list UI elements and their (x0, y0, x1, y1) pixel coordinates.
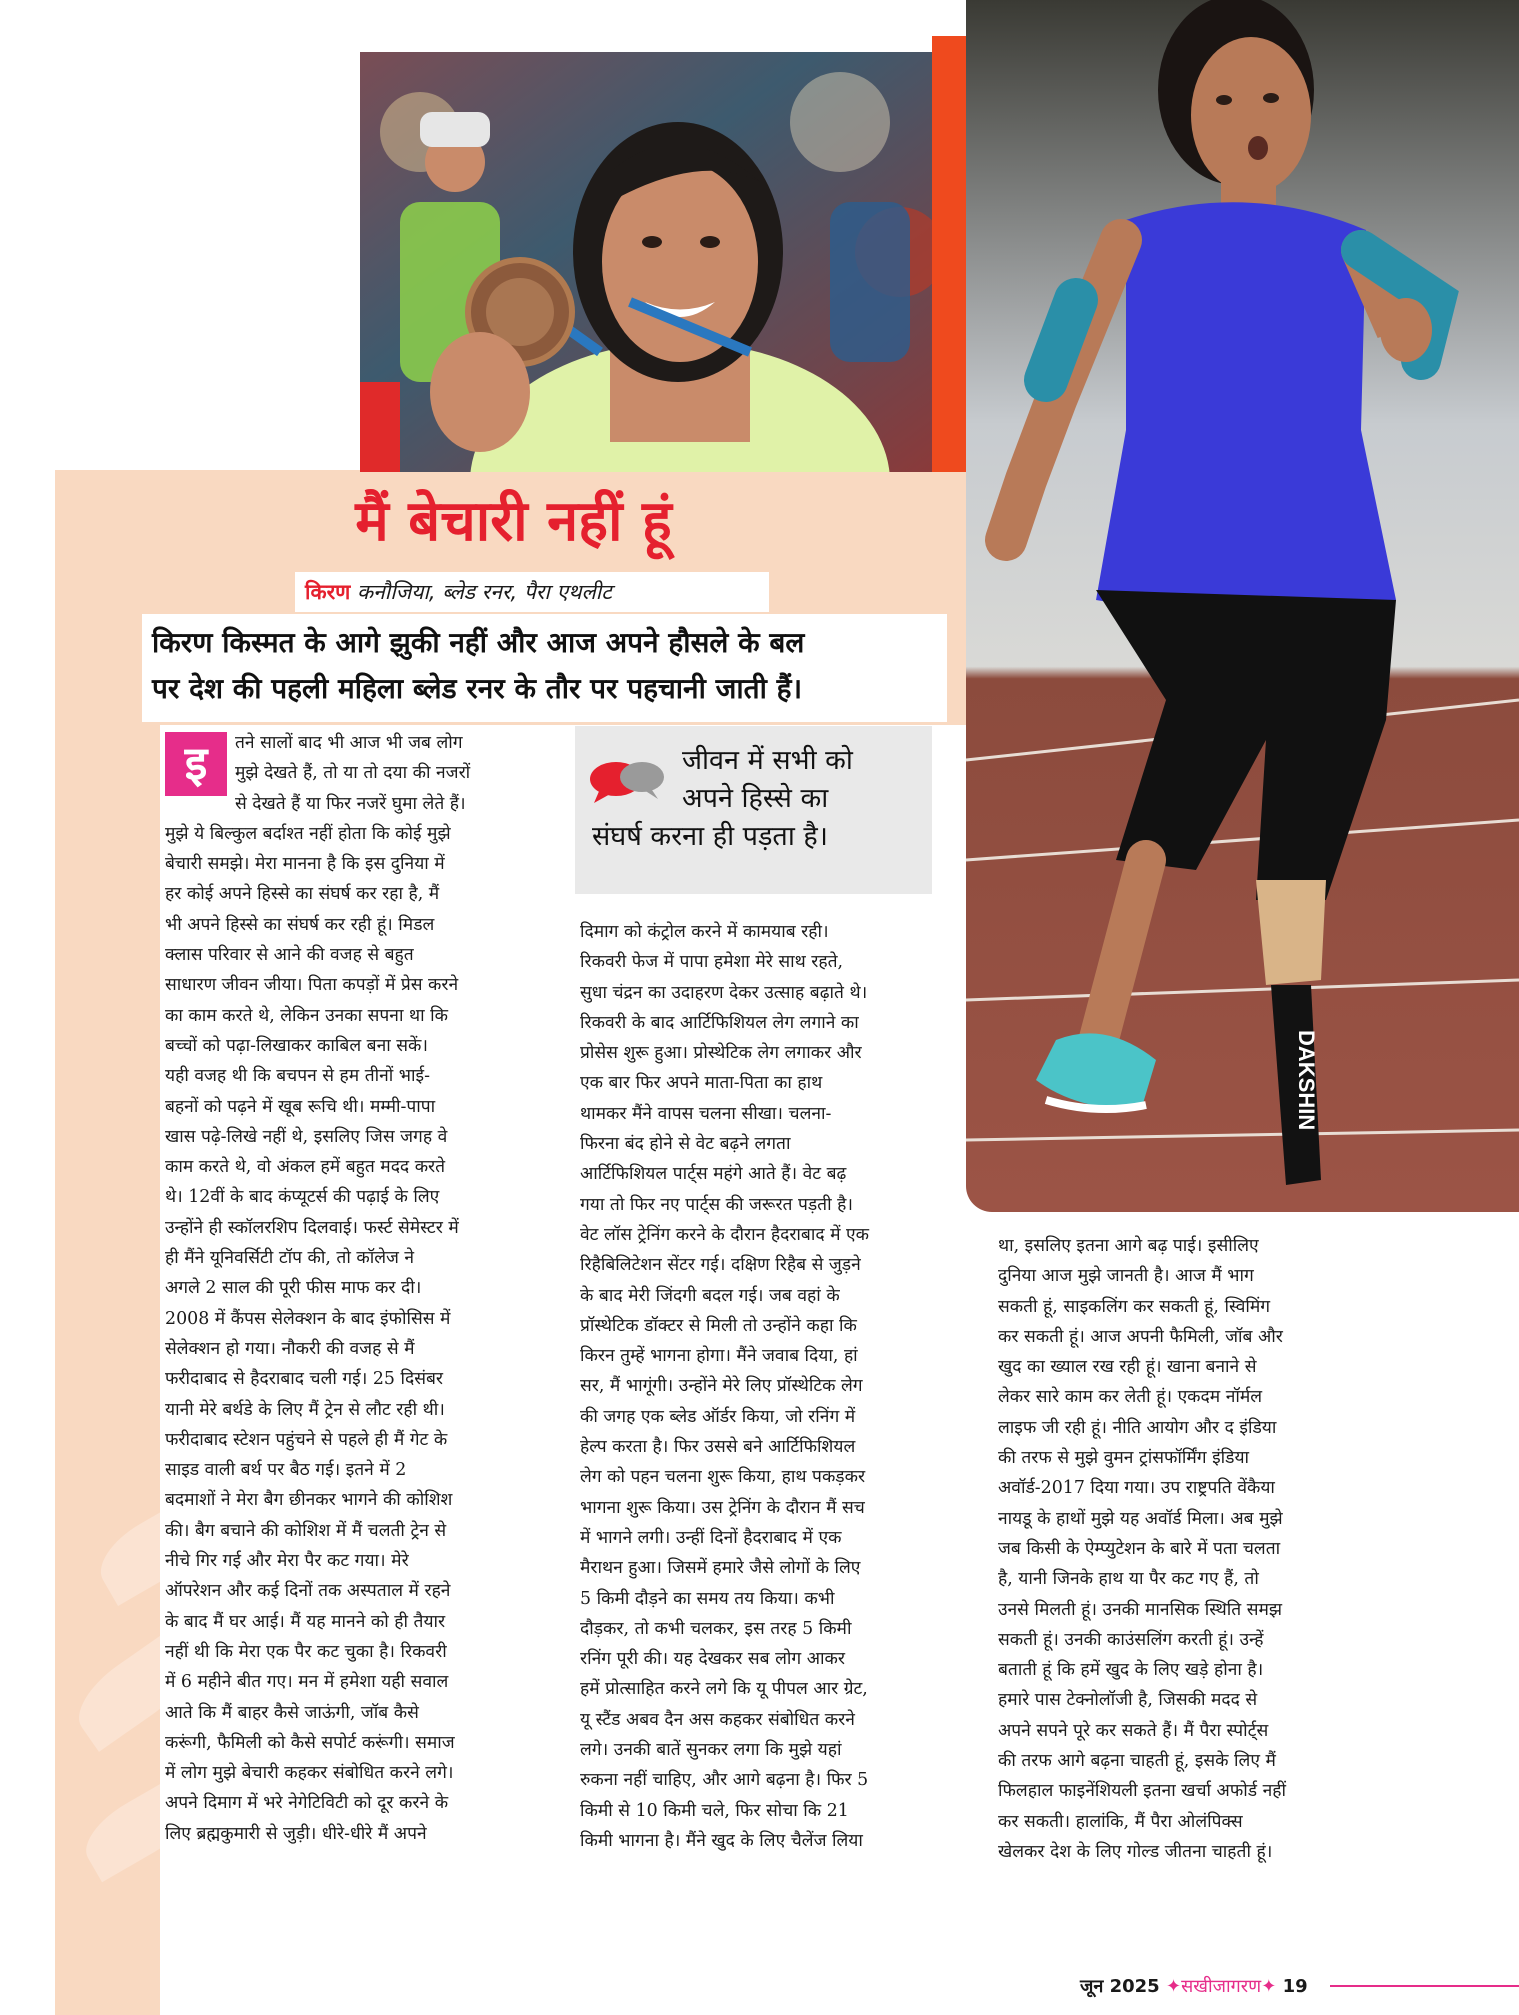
body-line: 2008 में कैंपस सेलेक्शन के बाद इंफोसिस में (165, 1308, 451, 1329)
body-line: आते कि मैं बाहर कैसे जाऊंगी, जॉब कैसे (165, 1702, 419, 1723)
body-line: लेग को पहन चलना शुरू किया, हाथ पकड़कर (580, 1467, 866, 1488)
body-line: सकती हूं, साइकलिंग कर सकती हूं, स्विमिंग (998, 1296, 1271, 1317)
body-line: वेट लॉस ट्रेनिंग करने के दौरान हैदराबाद में एक (580, 1224, 870, 1245)
article-title: मैं बेचारी नहीं हूं (355, 489, 672, 554)
body-line: का काम करते थे, लेकिन उनका सपना था कि (165, 1005, 448, 1026)
standfirst-line: किरण किस्मत के आगे झुकी नहीं और आज अपने हौसले के बल (152, 626, 805, 659)
body-line: के बाद मेरी जिंदगी बदल गई। जब वहां के (580, 1285, 840, 1306)
body-line: दौड़कर, तो कभी चलकर, इस तरह 5 किमी (580, 1618, 852, 1639)
pull-quote-line: अपने हिस्से का (682, 783, 829, 814)
body-line: बच्चों को पढ़ा-लिखाकर काबिल बना सकें। (165, 1035, 428, 1056)
blade-text: DAKSHIN (1294, 1030, 1319, 1131)
body-line: में लोग मुझे बेचारी कहकर संबोधित करने लगे। (165, 1763, 454, 1784)
body-line: की तरफ आगे बढ़ना चाहती हूं, इसके लिए मैं (998, 1751, 1276, 1772)
body-line: सुधा चंद्रन का उदाहरण देकर उत्साह बढ़ाते थे। (580, 982, 868, 1003)
body-line: लेकर सारे काम कर लेती हूं। एकदम नॉर्मल (998, 1387, 1263, 1408)
body-line: ऑपरेशन और कई दिनों तक अस्पताल में रहने (165, 1581, 451, 1602)
body-line: बेचारी समझे। मेरा मानना है कि इस दुनिया में (165, 854, 445, 875)
body-line: रिकवरी फेज में पापा हमेशा मेरे साथ रहते, (580, 952, 844, 973)
body-line: अपने सपने पूरे कर सकते हैं। मैं पैरा स्पोर्ट्स (998, 1720, 1269, 1741)
body-line: तने सालों बाद भी आज भी जब लोग (235, 733, 463, 753)
body-line: की तरफ से मुझे वुमन ट्रांसफॉर्मिंग इंडिया (998, 1448, 1250, 1469)
body-line: थामकर मैंने वापस चलना सीखा। चलना- (580, 1103, 832, 1124)
body-line: उनसे मिलती हूं। उनकी मानसिक स्थिति समझ (998, 1599, 1283, 1620)
body-line: करूंगी, फैमिली को कैसे सपोर्ट करूंगी। समाज (165, 1732, 455, 1753)
body-line: भागना शुरू किया। उस ट्रेनिंग के दौरान मैं सच (580, 1497, 865, 1518)
body-line: अवॉर्ड-2017 दिया गया। उप राष्ट्रपति वेंकैया (998, 1478, 1275, 1499)
body-line: आर्टिफिशियल पार्ट्स महंगे आते हैं। वेट बढ़ (580, 1164, 847, 1185)
body-line: कर सकती हूं। आज अपनी फैमिली, जॉब और (998, 1326, 1283, 1347)
page-number: 19 (1282, 1976, 1308, 1997)
body-line: यानी मेरे बर्थडे के लिए मैं ट्रेन से लौट रही थी। (165, 1399, 445, 1420)
body-line: से देखते हैं या फिर नजरें घुमा लेते हैं। (235, 793, 466, 814)
body-line: साधारण जीवन जीया। पिता कपड़ों में प्रेस करने (165, 975, 459, 996)
body-line: ही मैंने यूनिवर्सिटी टॉप की, तो कॉलेज ने (165, 1248, 415, 1269)
star-icon: ✦ (1166, 1976, 1182, 1997)
body-line: नहीं थी कि मेरा एक पैर कट चुका है। रिकवरी (165, 1641, 447, 1662)
body-line: प्रॉस्थेटिक डॉक्टर से मिली तो उन्होंने कहा कि (580, 1315, 857, 1336)
drop-cap: इ (165, 732, 227, 796)
magazine-brand: सखीजागरण (1181, 1976, 1262, 1997)
body-line: की। बैग बचाने की कोशिश में मैं चलती ट्रेन से (165, 1520, 447, 1541)
body-line: मैराथन हुआ। जिसमें हमारे जैसे लोगों के लिए (580, 1558, 861, 1579)
body-line: दिमाग को कंट्रोल करने में कामयाब रही। (580, 922, 829, 942)
body-line: फिलहाल फाइनेंशियली इतना खर्चा अफोर्ड नहीं (998, 1781, 1286, 1802)
body-column-2 (580, 917, 869, 1856)
body-line: था, इसलिए इतना आगे बढ़ पाई। इसीलिए (998, 1236, 1259, 1256)
photo-athlete-with-medal (360, 52, 932, 472)
pull-quote-line: जीवन में सभी को (682, 745, 853, 776)
body-line: नीचे गिर गई और मेरा पैर कट गया। मेरे (165, 1551, 409, 1572)
body-line: यही वजह थी कि बचपन से हम तीनों भाई- (165, 1066, 430, 1087)
body-line: सकती हूं। उनकी काउंसलिंग करती हूं। उन्हें (998, 1629, 1264, 1650)
body-line: रुकना नहीं चाहिए, और आगे बढ़ना है। फिर 5 (580, 1770, 869, 1791)
body-line: है, यानी जिनके हाथ या पैर कट गए हैं, तो (998, 1569, 1259, 1590)
body-line: फिरना बंद होने से वेट बढ़ने लगता (580, 1134, 791, 1155)
standfirst-line: पर देश की पहली महिला ब्लेड रनर के तौर पर पहचानी जाती हैं। (152, 672, 803, 705)
body-line: बहनों को पढ़ने में खूब रूचि थी। मम्मी-पापा (165, 1096, 436, 1117)
body-line: गया तो फिर नए पार्ट्स की जरूरत पड़ती है। (580, 1194, 853, 1215)
body-line: किरन तुम्हें भागना होगा। मैंने जवाब दिया, हां (580, 1346, 858, 1367)
body-line: भी अपने हिस्से का संघर्ष कर रही हूं। मिडल (165, 914, 435, 935)
standfirst (152, 620, 942, 712)
body-line: साइड वाली बर्थ पर बैठ गई। इतने में 2 (165, 1460, 407, 1481)
body-line: फरीदाबाद स्टेशन पहुंचने से पहले ही मैं गेट के (165, 1429, 448, 1450)
pull-quote-text (592, 742, 853, 856)
body-line: बदमाशों ने मेरा बैग छीनकर भागने की कोशिश (165, 1490, 453, 1511)
footer-date: जून 2025 (1080, 1976, 1160, 1997)
body-line: मुझे ये बिल्कुल बर्दाश्त नहीं होता कि कोई मुझे (165, 823, 451, 844)
page-footer (1080, 1974, 1308, 1998)
body-line: में 6 महीने बीत गए। मन में हमेशा यही सवाल (165, 1672, 449, 1693)
body-line: क्लास परिवार से आने की वजह से बहुत (165, 945, 414, 966)
body-line: यू स्टैंड अबव दैन अस कहकर संबोधित करने (580, 1709, 855, 1730)
orange-accent-strip (932, 36, 966, 472)
body-column-3 (998, 1231, 1286, 1867)
body-line: खुद का ख्याल रख रही हूं। खाना बनाने से (998, 1357, 1257, 1378)
body-line: सेलेक्शन हो गया। नौकरी की वजह से मैं (165, 1338, 415, 1359)
body-line: लिए ब्रह्मकुमारी से जुड़ी। धीरे-धीरे मैं अपने (165, 1823, 427, 1844)
body-line: हेल्प करता है। फिर उससे बने आर्टिफिशियल (580, 1437, 856, 1458)
body-line: बताती हूं कि हमें खुद के लिए खड़े होना है। (998, 1660, 1264, 1681)
photo-blade-runner-sprinting (966, 0, 1519, 1212)
byline (305, 578, 612, 606)
body-line: थे। 12वीं के बाद कंप्यूटर्स की पढ़ाई के लिए (165, 1187, 440, 1208)
body-line: नायडू के हाथों मुझे यह अवॉर्ड मिला। अब मुझे (998, 1508, 1283, 1529)
body-line: रिकवरी के बाद आर्टिफिशियल लेग लगाने का (580, 1012, 859, 1033)
body-line: किमी भागना है। मैंने खुद के लिए चैलेंज लिया (580, 1830, 863, 1851)
body-line: एक बार फिर अपने माता-पिता का हाथ (580, 1073, 823, 1094)
body-line: रनिंग पूरी की। यह देखकर सब लोग आकर (580, 1649, 845, 1670)
body-line: फरीदाबाद से हैदराबाद चली गई। 25 दिसंबर (165, 1369, 444, 1390)
body-line: खेलकर देश के लिए गोल्ड जीतना चाहती हूं। (998, 1841, 1273, 1862)
body-line: अगले 2 साल की पूरी फीस माफ कर दी। (165, 1278, 422, 1299)
body-line: लाइफ जी रही हूं। नीति आयोग और द इंडिया (998, 1417, 1277, 1438)
star-icon: ✦ (1261, 1976, 1277, 1997)
body-line: उन्होंने ही स्कॉलरशिप दिलवाई। फर्स्ट सेमेस्टर में (165, 1217, 459, 1238)
body-line: 5 किमी दौड़ने का समय तय किया। कभी (580, 1588, 835, 1609)
footer-rule (1330, 1985, 1519, 1987)
pull-quote-line: संघर्ष करना ही पड़ता है। (592, 821, 828, 852)
body-line: के बाद मैं घर आई। मैं यह मानने को ही तैयार (165, 1611, 446, 1632)
body-line: सर, मैं भागूंगी। उन्होंने मेरे लिए प्रॉस्थेटिक लेग (580, 1376, 863, 1397)
body-line: जब किसी के ऐम्प्युटेशन के बारे में पता चलता (998, 1538, 1281, 1559)
body-line: लगे। उनकी बातें सुनकर लगा कि मुझे यहां (580, 1740, 842, 1761)
body-line: हमारे पास टेक्नोलॉजी है, जिसकी मदद से (998, 1690, 1258, 1711)
body-line: अपने दिमाग में भरे नेगेटिविटी को दूर करने के (165, 1793, 449, 1814)
body-line: मुझे देखते हैं, तो या तो दया की नजरों (235, 763, 471, 784)
body-line: हमें प्रोत्साहित करने लगे कि यू पीपल आर ग्रेट, (580, 1679, 868, 1700)
byline-description: कनौजिया, ब्लेड रनर, पैरा एथलीट (350, 580, 612, 604)
byline-name: किरण (305, 580, 351, 604)
body-line: दुनिया आज मुझे जानती है। आज मैं भाग (998, 1266, 1254, 1287)
body-line: प्रोसेस शुरू हुआ। प्रोस्थेटिक लेग लगाकर और (580, 1043, 862, 1064)
body-line: की जगह एक ब्लेड ऑर्डर किया, जो रनिंग में (580, 1406, 856, 1427)
body-line: हर कोई अपने हिस्से का संघर्ष कर रहा है, मैं (165, 884, 440, 905)
body-line: खास पढ़े-लिखे नहीं थे, इसलिए जिस जगह वे (165, 1126, 448, 1147)
body-line: में भागने लगी। उन्हीं दिनों हैदराबाद में एक (580, 1527, 842, 1548)
body-line: रिहैबिलिटेशन सेंटर गई। दक्षिण रिहैब से जुड़ने (580, 1255, 861, 1276)
body-line: काम करते थे, वो अंकल हमें बहुत मदद करते (165, 1157, 446, 1178)
body-column-1 (165, 728, 470, 1849)
body-line: किमी से 10 किमी चले, फिर सोचा कि 21 (580, 1800, 849, 1821)
body-line: कर सकती। हालांकि, मैं पैरा ओलंपिक्स (998, 1811, 1243, 1832)
